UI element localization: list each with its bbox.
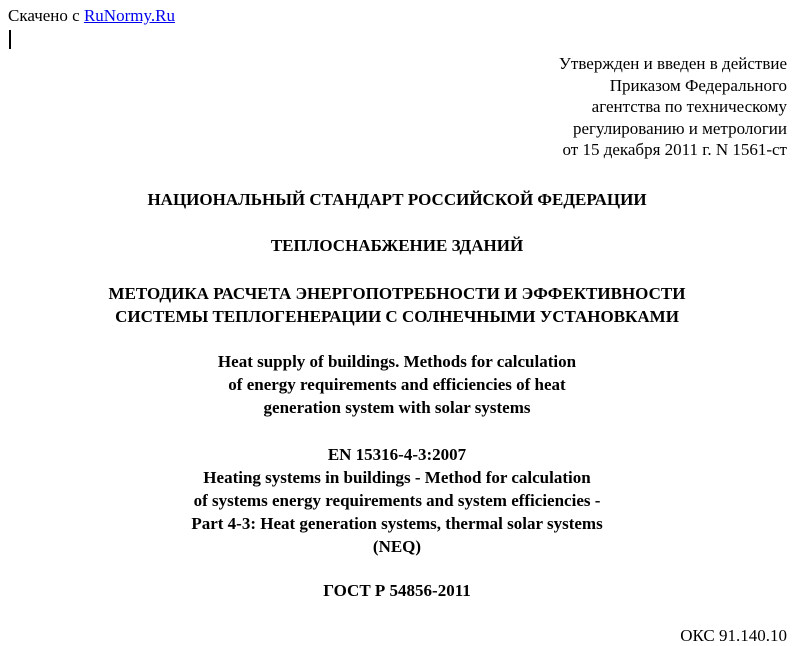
oks-code: ОКС 91.140.10	[680, 626, 787, 645]
runormy-link[interactable]: RuNormy.Ru	[83, 6, 175, 25]
standard-type-heading: НАЦИОНАЛЬНЫЙ СТАНДАРТ РОССИЙСКОЙ ФЕДЕРАЦИИ	[147, 190, 647, 209]
approval-line: Утвержден и введен в действие	[558, 54, 787, 73]
approval-line: от 15 декабря 2011 г. N 1561-ст	[562, 140, 787, 159]
english-title-line: Heat supply of buildings. Methods for calculation	[217, 352, 577, 371]
download-source-prefix: Скачено с	[8, 6, 80, 25]
reference-standard-title-line: Part 4-3: Heat generation systems, thermal solar systems	[191, 514, 603, 533]
reference-standard-code: EN 15316-4-3:2007	[327, 445, 467, 464]
gost-number: ГОСТ Р 54856-2011	[323, 581, 471, 600]
russian-subtitle	[0, 282, 794, 328]
russian-subtitle-line: СИСТЕМЫ ТЕПЛОГЕНЕРАЦИИ С СОЛНЕЧНЫМИ УСТАНОВКАМИ	[115, 307, 679, 326]
russian-subtitle-line: МЕТОДИКА РАСЧЕТА ЭНЕРГОПОТРЕБНОСТИ И ЭФФЕКТИВНОСТИ	[108, 284, 686, 303]
english-title-line: of energy requirements and efficiencies of heat	[228, 375, 566, 394]
approval-line: агентства по техническому	[591, 97, 787, 116]
reference-standard-title-line: of systems energy requirements and system efficiencies -	[193, 491, 601, 510]
reference-standard	[0, 443, 794, 558]
approval-line: регулированию и метрологии	[572, 118, 787, 138]
english-title-line: generation system with solar systems	[263, 398, 531, 417]
download-source-line	[8, 6, 175, 26]
english-title	[0, 350, 794, 419]
approval-line: Приказом Федерального	[609, 75, 787, 95]
approval-block	[559, 53, 787, 161]
russian-main-title: ТЕПЛОСНАБЖЕНИЕ ЗДАНИЙ	[270, 236, 524, 255]
reference-standard-title-line: Heating systems in buildings - Method for calculation	[203, 468, 591, 487]
text-cursor	[9, 30, 11, 49]
reference-standard-title-line: (NEQ)	[372, 537, 422, 556]
